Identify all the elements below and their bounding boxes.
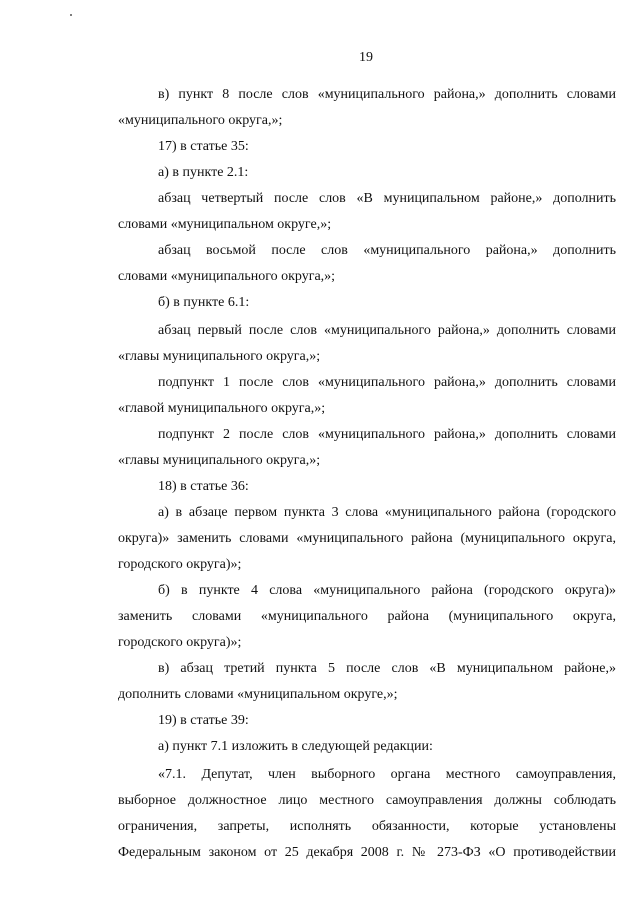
text-line: «главы муниципального округа,»; [118,349,321,364]
text-line: в) пункт 8 после слов «муниципального района,» дополнить словами [158,87,616,102]
text-line: Федеральным законом от 25 декабря 2008 г. № 273-ФЗ «О противодействии [118,845,616,860]
text-line: б) в пункте 6.1: [158,295,250,310]
text-line: «муниципального округа,»; [118,113,283,128]
text-line: «7.1. Депутат, член выборного органа местного самоуправления, [158,767,616,782]
text-line: б) в пункте 4 слова «муниципального района (городского округа)» [158,583,616,598]
text-line: подпункт 1 после слов «муниципального района,» дополнить словами [158,375,616,390]
text-line: 18) в статье 36: [158,479,249,494]
text-line: 17) в статье 35: [158,139,249,154]
scan-speck [70,14,72,16]
text-line: «главы муниципального округа,»; [118,453,321,468]
text-line: а) в пункте 2.1: [158,165,249,180]
text-line: словами «муниципальном округе,»; [118,217,332,232]
text-line: выборное должностное лицо местного самоуправления должны соблюдать [118,793,616,808]
text-line: городского округа)»; [118,635,242,650]
text-line: подпункт 2 после слов «муниципального района,» дополнить словами [158,427,616,442]
text-line: абзац восьмой после слов «муниципального района,» дополнить [158,243,616,258]
page-number: 19 [359,50,373,65]
text-line: городского округа)»; [118,557,242,572]
text-line: заменить словами «муниципального района (муниципального округа, [118,609,616,624]
text-line: «главой муниципального округа,»; [118,401,326,416]
text-line: 19) в статье 39: [158,713,249,728]
text-line: дополнить словами «муниципальном округе,»; [118,687,398,702]
text-line: абзац четвертый после слов «В муниципальном районе,» дополнить [158,191,616,206]
text-line: словами «муниципального округа,»; [118,269,336,284]
text-line: в) абзац третий пункта 5 после слов «В муниципальном районе,» [158,661,616,676]
text-line: а) в абзаце первом пункта 3 слова «муниципального района (городского [158,505,616,520]
text-line: а) пункт 7.1 изложить в следующей редакции: [158,739,433,754]
text-line: округа)» заменить словами «муниципального района (муниципального округа, [118,531,616,546]
text-line: ограничения, запреты, исполнять обязанности, которые установлены [118,819,616,834]
text-line: абзац первый после слов «муниципального района,» дополнить словами [158,323,616,338]
